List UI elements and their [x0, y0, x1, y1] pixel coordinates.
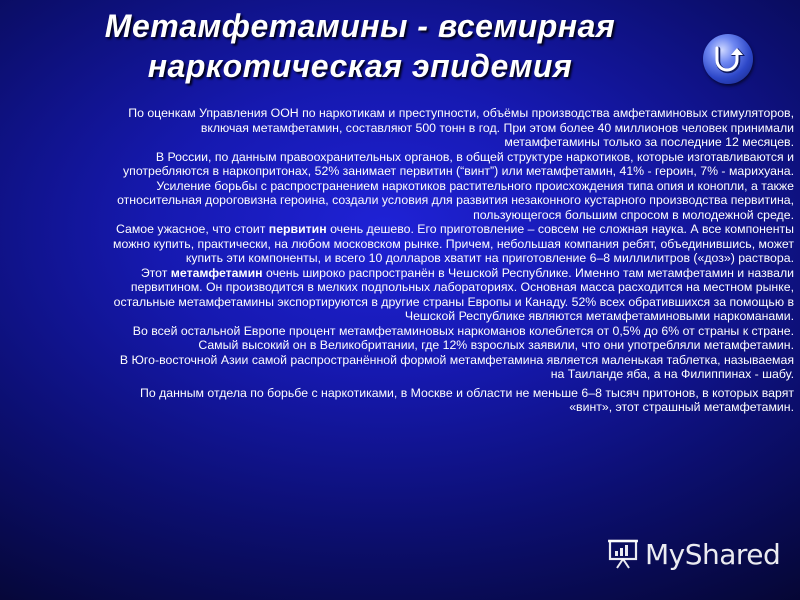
slide-body — [112, 106, 794, 415]
slide-title — [20, 6, 700, 86]
title-line-2: наркотическая эпидемия — [147, 48, 573, 84]
paragraph-5: Этот метамфетамин очень широко распространён в Чешской Республике. Именно там метамфетамин и назвали первитином. Он производится в мелких подпольных лабораториях. Основная масса расходится на местном рынке, остальные метамфетамины экспортируются в другие страны Европы и Канаду. 52% всех обратившихся за помощью в Чешской Республике являются метамфетаминовыми наркоманами. — [113, 265, 794, 323]
paragraph-6: Во всей остальной Европе процент метамфетаминовых наркоманов колеблется от 0,5% до 6% от страны к стране. Самый высокий он в Великобритании, где 12% взрослых заявили, что они употребляли метамфетамин. — [132, 323, 794, 352]
highlight-pervitin: первитин — [268, 222, 327, 236]
paragraph-3: Усиление борьбы с распространением наркотиков растительного происхождения типа опия и конопли, а также относительная дороговизна героина, создали условия для развития незаконного кустарного производства первитина, пользующегося большим спросом в молодежной среде. — [117, 178, 794, 222]
back-button[interactable] — [703, 34, 753, 84]
paragraph-1: По оценкам Управления ООН по наркотикам и преступности, объёмы производства амфетаминовых стимуляторов, включая метамфетамин, составляют 500 тонн в год. При этом более 40 миллионов человек принимали метамфетамины только за последние 12 месяцев. — [128, 106, 794, 149]
paragraph-4: Самое ужасное, что стоит первитин очень дешево. Его приготовление – совсем не сложная наука. А все компоненты можно купить, практически, на любом московском рынке. Причем, небольшая компания ребят, объединившись, может купить эти компоненты, и всего 10 долларов хватит на приготовление 6–8 миллилитров («доз») раствора. — [113, 222, 794, 265]
presentation-board-icon — [607, 537, 641, 571]
title-line-1: Метамфетамины - всемирная — [104, 8, 616, 44]
watermark-text: MyShared — [645, 537, 781, 571]
paragraph-7: В Юго-восточной Азии самой распространённой формой метамфетамина является маленькая таблетка, называемая на Таиланде яба, а на Филиппинах - шабу. — [119, 352, 794, 381]
myshared-watermark — [607, 536, 780, 572]
u-turn-arrow-icon — [703, 34, 753, 84]
paragraph-2: В России, по данным правоохранительных органов, в общей структуре наркотиков, которые изготавливаются и употребляются в наркопритонах, 52% занимает первитин (“винт”) или метамфетамин, 41% - героин, 7% - марихуана. — [123, 149, 794, 178]
highlight-methamphetamine: метамфетамин — [170, 265, 263, 280]
paragraph-8: По данным отдела по борьбе с наркотиками, в Москве и области не меньше 6–8 тысяч притонов, в которых варят «винт», этот страшный метамфетамин. — [140, 385, 794, 414]
